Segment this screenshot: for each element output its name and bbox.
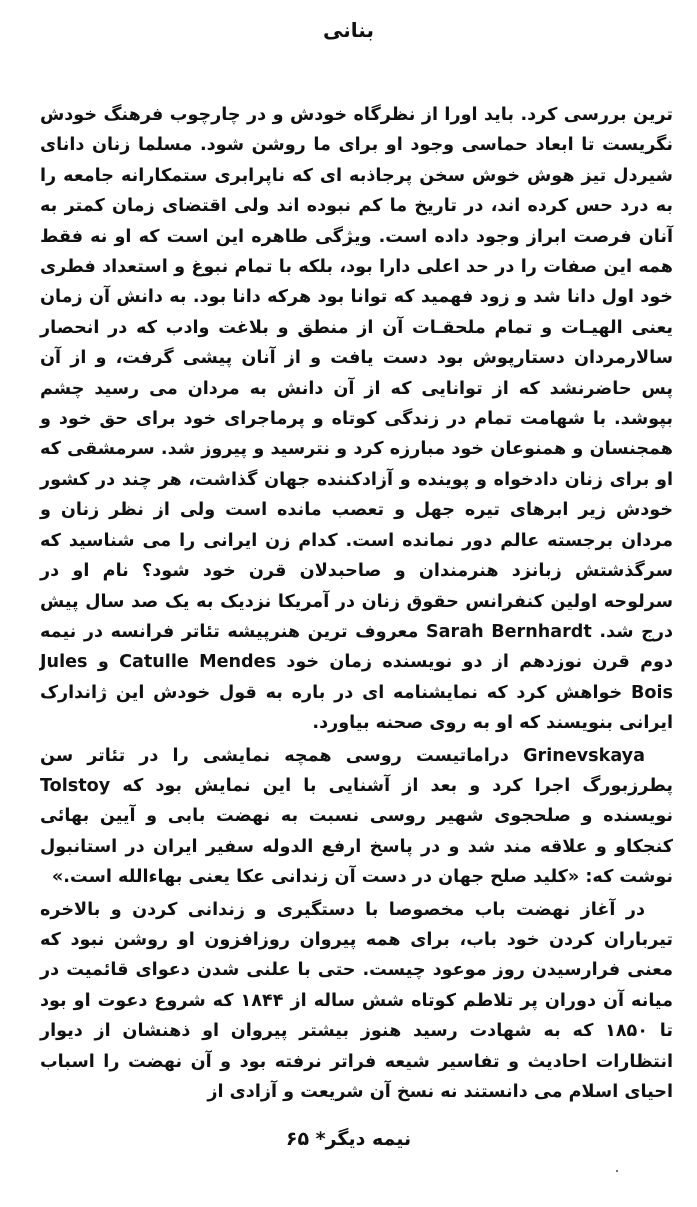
paragraph-3: در آغاز نهضت باب مخصوصا با دستگیری و زندانی کردن و بالاخره تیرباران کردن خود باب، برای همه پیروان روزافزون او روشن نبود که معنی فرارسیدن روز موعود چیست. حتی با علنی شدن دعوای قائمیت در میانه آن دوران پر تلاطم کوتاه شش ساله از ۱۸۴۴ که شروع دعوت او بود تا ۱۸۵۰ که به شهادت رسید هنوز بیشتر پیروان او ذهنشان از دیوار انتظارات احادیث و تفاسیر شیعه فراتر نرفته بود و آن نهضت را اسباب احیای اسلام می دانستند نه نسخ آن شریعت و آزادی از	[40, 899, 674, 1102]
body-text	[40, 100, 673, 1107]
paragraph-2: Grinevskaya دراماتیست روسی همچه نمایشی را در تئاتر سن پطرزبورگ اجرا کرد و بعد از آشنایی با این نمایش بود که Tolstoy نویسنده و صلحجوی شهیر روسی نسبت به نهضت بابی و آیین بهائی کنجکاو و علاقه مند شد و در پاسخ ارفع الدوله سفیر ایران در استانبول نوشت که: «کلید صلح جهان در دست آن زندانی عکا یعنی بهاءالله است.»	[40, 745, 673, 888]
running-header: بنانی	[323, 18, 374, 42]
paragraph-1: ترین بررسی کرد. باید اورا از نظرگاه خودش و در چارچوب فرهنگ خودش نگریست تا ابعاد حماسی وجود او برای ما روشن شود. مسلما زنان دانای شیردل تیز هوش خوش سخن پرجاذبه ای که ناپرابری ستمکارانه جامعه را به درد حس کرده اند، در تاریخ ما کم نبوده اند ولی اقتضای زمان کمتر به آنان فرصت ابراز وجود داده است. ویژگی طاهره این است که او نه فقط همه این صفات را در حد اعلی دارا بود، بلکه با تمام نبوغ و استعداد فطری خود اول دانا شد و زود فهمید که توانا بود هرکه دانا بود. به دانش آن زمان یعنی الهیـات و تمام ملحقـات آن از منطق و بلاغت وادب که در انحصار سالارمردان دستارپوش بود دست یافت و از آنان پیشی گرفت، و از آن پس حاضرنشد که از توانایی که از آن دانش به مردان می رسید چشم بپوشد. با شهامت تمام در زندگی کوتاه و پرماجرای خود برای حق خود و همجنسان و همنوعان خود مبارزه کرد و نترسید و پیروز شد. سرمشقی که او برای زنان دادخواه و پوینده و آزادکننده جهان گذاشت، هر چند در کشور خودش زیر ابرهای تیره جهل و تعصب مانده است ولی از نظر زنان و مردان برجسته عالم دور نمانده است. کدام زن ایرانی را می شناسید که سرگذشتش زبانزد هنرمندان و صاحبدلان قرن خود شود؟ نام او در سرلوحه اولین کنفرانس حقوق زنان در آمریکا نزدیک به یک صد سال پیش درج شد. Sarah Bernhardt معروف ترین هنرپیشه تئاتر فرانسه در نیمه دوم قرن نوزدهم از دو نویسنده زمان خود Catulle Mendes و Jules Bois خواهش کرد که نمایشنامه ای در باره به قول خودش این ژاندارک ایرانی بنویسند که او به روی صحنه بیاورد.	[40, 105, 673, 734]
page-footer: نیمه دیگر* ۶۵	[285, 1128, 412, 1150]
scan-speck	[616, 1170, 618, 1172]
